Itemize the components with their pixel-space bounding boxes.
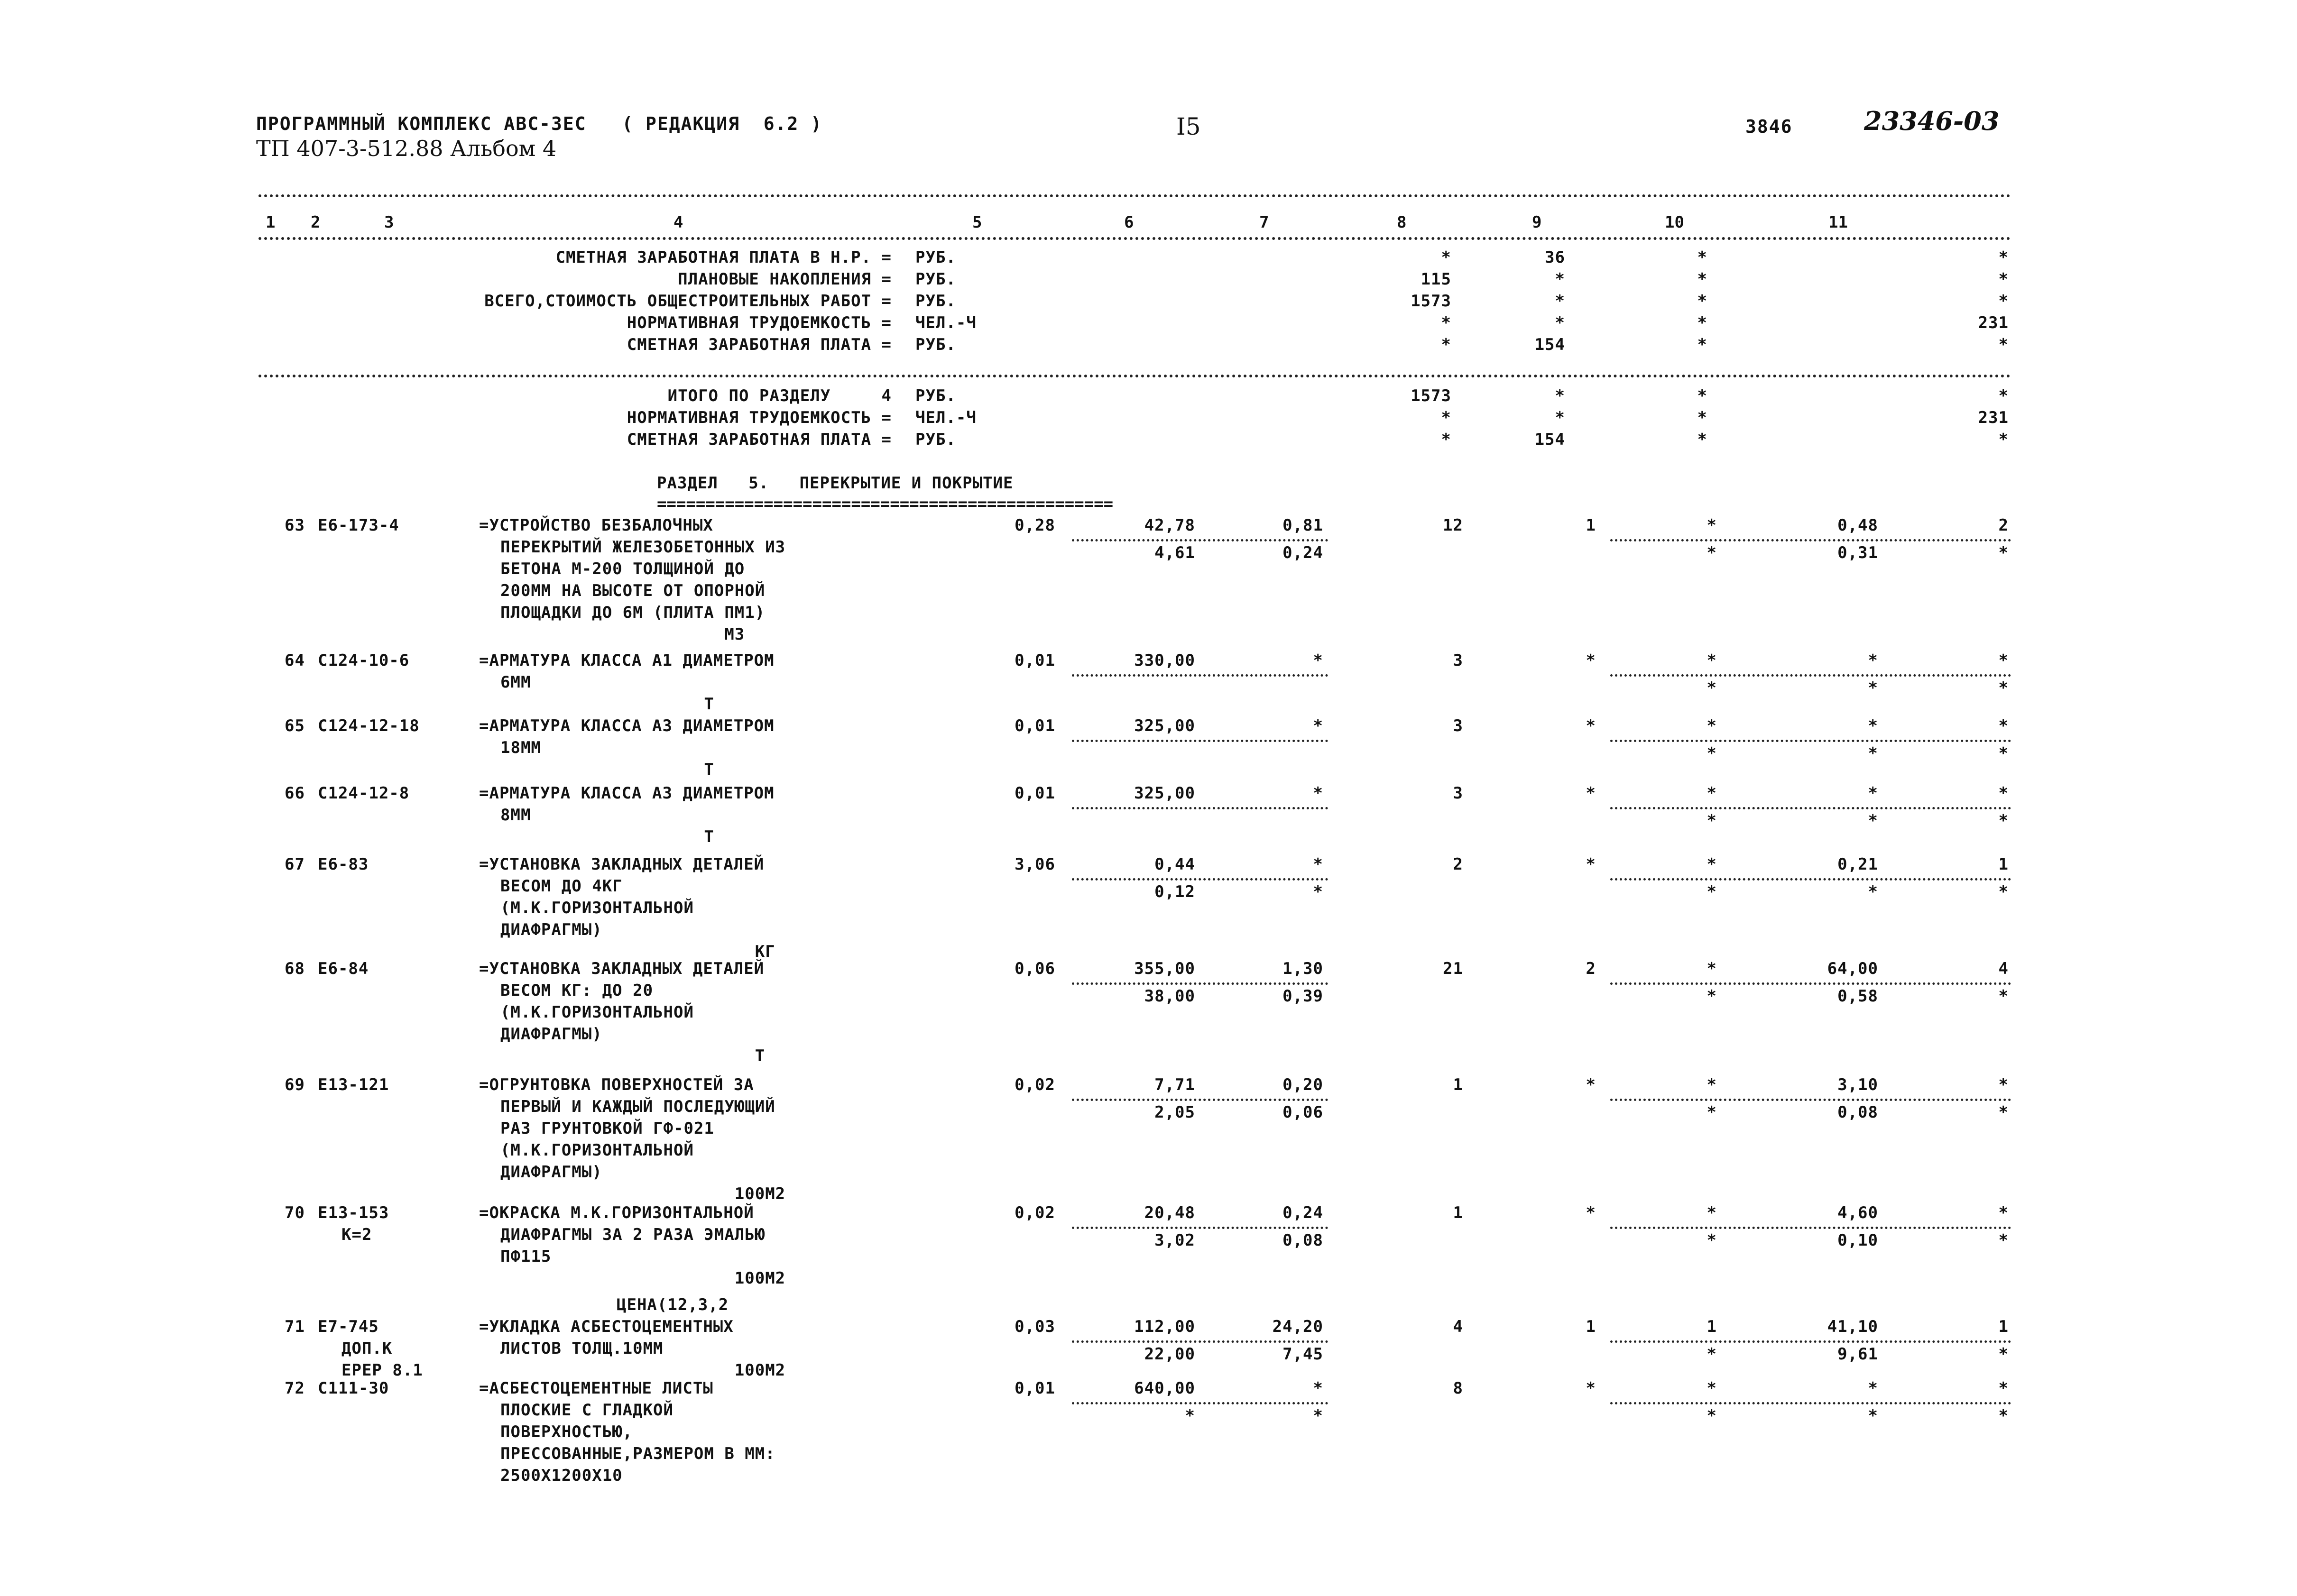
row-col9-bottom: * bbox=[1707, 679, 1717, 697]
row-quantity: 0,02 bbox=[1015, 1075, 1055, 1094]
row-description-line: Т bbox=[500, 760, 714, 779]
summary-col8: 36 bbox=[1545, 248, 1565, 267]
summary-label: СМЕТНАЯ ЗАРАБОТНАЯ ПЛАТА = bbox=[627, 335, 892, 354]
column-number-7: 7 bbox=[1259, 213, 1269, 232]
row-col5-bottom: 3,02 bbox=[1154, 1231, 1195, 1250]
row-col6-bottom: * bbox=[1313, 882, 1323, 901]
summary-unit: ЧЕЛ.-Ч bbox=[915, 313, 977, 332]
row-col5-6-underline bbox=[1072, 1402, 1328, 1404]
row-col9-11-underline bbox=[1610, 1227, 2011, 1229]
row-col10-top: 3,10 bbox=[1837, 1075, 1878, 1094]
row-col9-11-underline bbox=[1610, 674, 2011, 677]
row-code: С124-12-8 bbox=[318, 784, 410, 803]
row-col5-bottom: * bbox=[1185, 1406, 1195, 1425]
row-description-line: Т bbox=[500, 1046, 766, 1065]
row-col10-bottom: 0,08 bbox=[1837, 1103, 1878, 1122]
row-col7: 1 bbox=[1453, 1075, 1463, 1094]
summary-col9: * bbox=[1697, 248, 1707, 267]
row-description-line: ПЛОЩАДКИ ДО 6М (ПЛИТА ПМ1) bbox=[500, 603, 766, 622]
row-price-ref: ЦЕНА(12,3,2 bbox=[617, 1295, 729, 1314]
summary-label: НОРМАТИВНАЯ ТРУДОЕМКОСТЬ = bbox=[627, 313, 892, 332]
row-description-line: ДИАФРАГМЫ) bbox=[500, 920, 602, 939]
row-col8: * bbox=[1586, 716, 1596, 735]
row-description-line: ЛИСТОВ ТОЛЩ.10ММ bbox=[500, 1339, 664, 1358]
row-col5-6-underline bbox=[1072, 1340, 1328, 1343]
row-description-line: КГ bbox=[500, 942, 775, 961]
row-col7: 1 bbox=[1453, 1203, 1463, 1222]
row-col5-top: 42,78 bbox=[1144, 516, 1195, 535]
row-col11-top: 2 bbox=[1998, 516, 2009, 535]
document-code: 3846 bbox=[1745, 116, 1793, 137]
summary-col7: * bbox=[1441, 335, 1451, 354]
row-col5-top: 20,48 bbox=[1144, 1203, 1195, 1222]
summary-col9: * bbox=[1697, 408, 1707, 427]
row-number: 68 bbox=[285, 959, 305, 978]
row-col8: 1 bbox=[1586, 516, 1596, 535]
row-col7: 21 bbox=[1443, 959, 1463, 978]
row-col9-bottom: * bbox=[1707, 882, 1717, 901]
summary-col11: * bbox=[1998, 270, 2009, 289]
row-quantity: 0,01 bbox=[1015, 651, 1055, 670]
row-description-line: ПЕРЕКРЫТИЙ ЖЕЛЕЗОБЕТОННЫХ ИЗ bbox=[500, 538, 786, 557]
row-col11-bottom: * bbox=[1998, 543, 2009, 562]
row-col9-top: * bbox=[1707, 959, 1717, 978]
column-number-10: 10 bbox=[1665, 213, 1684, 232]
row-description-line: Т bbox=[500, 827, 714, 846]
row-col9-bottom: * bbox=[1707, 1103, 1717, 1122]
row-number: 67 bbox=[285, 855, 305, 874]
row-description-line: Т bbox=[500, 695, 714, 714]
row-col9-bottom: * bbox=[1707, 1231, 1717, 1250]
row-number: 65 bbox=[285, 716, 305, 735]
row-col8: * bbox=[1586, 1203, 1596, 1222]
row-number: 63 bbox=[285, 516, 305, 535]
row-col7: 4 bbox=[1453, 1317, 1463, 1336]
row-col8: * bbox=[1586, 855, 1596, 874]
row-description-line: М3 bbox=[500, 625, 745, 644]
column-number-5: 5 bbox=[972, 213, 982, 232]
row-description-line: (М.К.ГОРИЗОНТАЛЬНОЙ bbox=[500, 1141, 694, 1160]
row-col11-bottom: * bbox=[1998, 1406, 2009, 1425]
column-number-3: 3 bbox=[384, 213, 394, 232]
row-description-line: ДИАФРАГМЫ) bbox=[500, 1025, 602, 1044]
row-col5-bottom: 22,00 bbox=[1144, 1345, 1195, 1364]
row-col5-6-underline bbox=[1072, 1227, 1328, 1229]
row-col9-11-underline bbox=[1610, 982, 2011, 985]
row-description-line: 6ММ bbox=[500, 673, 531, 692]
row-description-line: =УСТРОЙСТВО БЕЗБАЛОЧНЫХ bbox=[479, 516, 713, 535]
row-quantity: 0,28 bbox=[1015, 516, 1055, 535]
row-col5-bottom: 2,05 bbox=[1154, 1103, 1195, 1122]
summary-col7: 115 bbox=[1421, 270, 1451, 289]
row-description-line: ДИАФРАГМЫ) bbox=[500, 1163, 602, 1182]
summary-col7: * bbox=[1441, 430, 1451, 449]
row-col5-bottom: 38,00 bbox=[1144, 987, 1195, 1006]
row-col5-top: 0,44 bbox=[1154, 855, 1195, 874]
row-description-line: ДИАФРАГМЫ ЗА 2 РАЗА ЭМАЛЬЮ bbox=[500, 1225, 766, 1244]
row-col9-top: * bbox=[1707, 716, 1717, 735]
row-col7: 3 bbox=[1453, 716, 1463, 735]
row-description-line: 18ММ bbox=[500, 738, 541, 757]
row-col9-top: 1 bbox=[1707, 1317, 1717, 1336]
summary-col7: 1573 bbox=[1411, 386, 1451, 405]
summary-col11: * bbox=[1998, 430, 2009, 449]
section-underline: =============================================== bbox=[657, 495, 1114, 514]
summary-col9: * bbox=[1697, 313, 1707, 332]
row-col5-6-underline bbox=[1072, 878, 1328, 881]
row-number: 72 bbox=[285, 1379, 305, 1398]
row-number: 69 bbox=[285, 1075, 305, 1094]
summary-unit: РУБ. bbox=[915, 292, 956, 311]
row-number: 71 bbox=[285, 1317, 305, 1336]
row-description-line: 100М2 bbox=[500, 1361, 786, 1380]
row-col5-top: 330,00 bbox=[1134, 651, 1195, 670]
summary-col9: * bbox=[1697, 335, 1707, 354]
row-col8: 2 bbox=[1586, 959, 1596, 978]
row-col10-top: 41,10 bbox=[1827, 1317, 1878, 1336]
row-description-line: БЕТОНА М-200 ТОЛЩИНОЙ ДО bbox=[500, 560, 745, 578]
row-col10-top: 4,60 bbox=[1837, 1203, 1878, 1222]
row-col10-bottom: 0,58 bbox=[1837, 987, 1878, 1006]
program-header: ПРОГРАММНЫЙ КОМПЛЕКС АВС-3ЕС ( РЕДАКЦИЯ 6.2 ) bbox=[256, 113, 823, 134]
row-code: Е6-83 bbox=[318, 855, 369, 874]
row-col9-top: * bbox=[1707, 1075, 1717, 1094]
row-description-line: ПФ115 bbox=[500, 1247, 552, 1266]
row-col8: * bbox=[1586, 1379, 1596, 1398]
row-col6-top: 0,81 bbox=[1282, 516, 1323, 535]
row-col8: * bbox=[1586, 651, 1596, 670]
row-col11-top: 1 bbox=[1998, 855, 2009, 874]
row-number: 64 bbox=[285, 651, 305, 670]
summary-col8: * bbox=[1555, 270, 1565, 289]
row-description-line: ПОВЕРХНОСТЬЮ, bbox=[500, 1422, 633, 1441]
row-description-line: =ОГРУНТОВКА ПОВЕРХНОСТЕЙ ЗА bbox=[479, 1075, 754, 1094]
summary-unit: ЧЕЛ.-Ч bbox=[915, 408, 977, 427]
row-col5-top: 325,00 bbox=[1134, 716, 1195, 735]
row-description-line: =ОКРАСКА М.К.ГОРИЗОНТАЛЬНОЙ bbox=[479, 1203, 754, 1222]
row-col9-11-underline bbox=[1610, 740, 2011, 742]
row-col5-top: 112,00 bbox=[1134, 1317, 1195, 1336]
row-col6-top: 0,20 bbox=[1282, 1075, 1323, 1094]
row-col10-bottom: * bbox=[1868, 679, 1878, 697]
row-quantity: 0,03 bbox=[1015, 1317, 1055, 1336]
row-col9-top: * bbox=[1707, 651, 1717, 670]
row-code-extra: К=2 bbox=[341, 1225, 372, 1244]
row-col9-top: * bbox=[1707, 1379, 1717, 1398]
row-col11-bottom: * bbox=[1998, 1103, 2009, 1122]
row-col6-bottom: 7,45 bbox=[1282, 1345, 1323, 1364]
row-col8: * bbox=[1586, 784, 1596, 803]
handwritten-doc-number: 23346-03 bbox=[1864, 106, 2000, 136]
row-col5-top: 7,71 bbox=[1154, 1075, 1195, 1094]
row-description-line: ПРЕССОВАННЫЕ,РАЗМЕРОМ В ММ: bbox=[500, 1444, 775, 1463]
section-title: РАЗДЕЛ 5. ПЕРЕКРЫТИЕ И ПОКРЫТИЕ bbox=[657, 474, 1014, 493]
summary-col11: * bbox=[1998, 386, 2009, 405]
row-description-line: (М.К.ГОРИЗОНТАЛЬНОЙ bbox=[500, 1003, 694, 1022]
row-col5-bottom: 0,12 bbox=[1154, 882, 1195, 901]
page-number: I5 bbox=[1176, 113, 1201, 140]
row-col11-top: * bbox=[1998, 1203, 2009, 1222]
row-col6-top: 24,20 bbox=[1272, 1317, 1323, 1336]
column-number-11: 11 bbox=[1828, 213, 1848, 232]
row-description-line: =АСБЕСТОЦЕМЕНТНЫЕ ЛИСТЫ bbox=[479, 1379, 713, 1398]
row-col6-top: 0,24 bbox=[1282, 1203, 1323, 1222]
summary-col9: * bbox=[1697, 430, 1707, 449]
summary-label: СМЕТНАЯ ЗАРАБОТНАЯ ПЛАТА В Н.Р. = bbox=[555, 248, 892, 267]
row-col9-bottom: * bbox=[1707, 811, 1717, 830]
summary-col11: 231 bbox=[1978, 408, 2009, 427]
summary-col11: * bbox=[1998, 335, 2009, 354]
row-quantity: 0,01 bbox=[1015, 1379, 1055, 1398]
row-quantity: 0,01 bbox=[1015, 784, 1055, 803]
row-col9-bottom: * bbox=[1707, 987, 1717, 1006]
row-code: Е6-173-4 bbox=[318, 516, 399, 535]
summary-col9: * bbox=[1697, 386, 1707, 405]
row-col5-6-underline bbox=[1072, 1099, 1328, 1101]
row-col5-bottom: 4,61 bbox=[1154, 543, 1195, 562]
row-number: 66 bbox=[285, 784, 305, 803]
row-description-line: 100М2 bbox=[500, 1184, 786, 1203]
row-col5-6-underline bbox=[1072, 807, 1328, 809]
header-rule-top bbox=[258, 194, 2011, 197]
row-col6-top: * bbox=[1313, 1379, 1323, 1398]
row-col11-top: * bbox=[1998, 784, 2009, 803]
row-col10-top: 0,48 bbox=[1837, 516, 1878, 535]
row-col6-bottom: 0,06 bbox=[1282, 1103, 1323, 1122]
row-col9-bottom: * bbox=[1707, 1406, 1717, 1425]
row-col10-bottom: * bbox=[1868, 811, 1878, 830]
row-col11-bottom: * bbox=[1998, 882, 2009, 901]
row-description-line: =УСТАНОВКА ЗАКЛАДНЫХ ДЕТАЛЕЙ bbox=[479, 855, 765, 874]
row-description-line: 8ММ bbox=[500, 806, 531, 825]
summary-unit: РУБ. bbox=[915, 386, 956, 405]
row-description-line: =УКЛАДКА АСБЕСТОЦЕМЕНТНЫХ bbox=[479, 1317, 734, 1336]
row-col11-bottom: * bbox=[1998, 1231, 2009, 1250]
row-col7: 3 bbox=[1453, 651, 1463, 670]
row-quantity: 0,01 bbox=[1015, 716, 1055, 735]
row-col9-11-underline bbox=[1610, 539, 2011, 541]
row-code: С124-10-6 bbox=[318, 651, 410, 670]
summary-label: НОРМАТИВНАЯ ТРУДОЕМКОСТЬ = bbox=[627, 408, 892, 427]
row-col7: 2 bbox=[1453, 855, 1463, 874]
row-code-extra: ДОП.К bbox=[341, 1339, 393, 1358]
row-description-line: =АРМАТУРА КЛАССА А1 ДИАМЕТРОМ bbox=[479, 651, 775, 670]
column-number-8: 8 bbox=[1397, 213, 1407, 232]
summary-label: ВСЕГО,СТОИМОСТЬ ОБЩЕСТРОИТЕЛЬНЫХ РАБОТ = bbox=[484, 292, 892, 311]
row-col7: 3 bbox=[1453, 784, 1463, 803]
row-col9-top: * bbox=[1707, 855, 1717, 874]
row-col7: 8 bbox=[1453, 1379, 1463, 1398]
row-col5-top: 325,00 bbox=[1134, 784, 1195, 803]
row-col6-top: * bbox=[1313, 716, 1323, 735]
row-col10-top: 0,21 bbox=[1837, 855, 1878, 874]
row-col10-bottom: * bbox=[1868, 744, 1878, 763]
row-col11-top: 4 bbox=[1998, 959, 2009, 978]
summary-col8: * bbox=[1555, 313, 1565, 332]
row-description-line: =УСТАНОВКА ЗАКЛАДНЫХ ДЕТАЛЕЙ bbox=[479, 959, 765, 978]
row-col6-top: * bbox=[1313, 784, 1323, 803]
summary-col11: * bbox=[1998, 248, 2009, 267]
row-col11-bottom: * bbox=[1998, 987, 2009, 1006]
row-col9-bottom: * bbox=[1707, 1345, 1717, 1364]
row-col10-bottom: 9,61 bbox=[1837, 1345, 1878, 1364]
summary-unit: РУБ. bbox=[915, 335, 956, 354]
row-col6-bottom: 0,08 bbox=[1282, 1231, 1323, 1250]
row-col6-top: * bbox=[1313, 651, 1323, 670]
row-col5-6-underline bbox=[1072, 982, 1328, 985]
row-col10-top: 64,00 bbox=[1827, 959, 1878, 978]
row-code: Е7-745 bbox=[318, 1317, 379, 1336]
row-col5-6-underline bbox=[1072, 740, 1328, 742]
summary-label: ИТОГО ПО РАЗДЕЛУ 4 bbox=[667, 386, 892, 405]
row-col7: 12 bbox=[1443, 516, 1463, 535]
row-col11-bottom: * bbox=[1998, 744, 2009, 763]
row-col11-bottom: * bbox=[1998, 1345, 2009, 1364]
summary-unit: РУБ. bbox=[915, 270, 956, 289]
summary-col8: * bbox=[1555, 408, 1565, 427]
row-col11-top: * bbox=[1998, 651, 2009, 670]
row-description-line: ПЕРВЫЙ И КАЖДЫЙ ПОСЛЕДУЮЩИЙ bbox=[500, 1097, 775, 1116]
row-description-line: ВЕСОМ КГ: ДО 20 bbox=[500, 981, 654, 1000]
row-col9-11-underline bbox=[1610, 1099, 2011, 1101]
summary-col7: * bbox=[1441, 408, 1451, 427]
row-col10-top: * bbox=[1868, 1379, 1878, 1398]
row-description-line: =АРМАТУРА КЛАССА А3 ДИАМЕТРОМ bbox=[479, 784, 775, 803]
row-col6-top: 1,30 bbox=[1282, 959, 1323, 978]
row-col9-top: * bbox=[1707, 784, 1717, 803]
row-description-line: =АРМАТУРА КЛАССА А3 ДИАМЕТРОМ bbox=[479, 716, 775, 735]
column-number-1: 1 bbox=[266, 213, 276, 232]
row-col9-bottom: * bbox=[1707, 543, 1717, 562]
row-col11-top: * bbox=[1998, 1075, 2009, 1094]
row-col6-bottom: 0,24 bbox=[1282, 543, 1323, 562]
row-col9-top: * bbox=[1707, 1203, 1717, 1222]
summary-col8: * bbox=[1555, 292, 1565, 311]
summary-col8: 154 bbox=[1534, 335, 1565, 354]
summary-label: СМЕТНАЯ ЗАРАБОТНАЯ ПЛАТА = bbox=[627, 430, 892, 449]
summary-label: ПЛАНОВЫЕ НАКОПЛЕНИЯ = bbox=[678, 270, 892, 289]
row-description-line: 200ММ НА ВЫСОТЕ ОТ ОПОРНОЙ bbox=[500, 581, 766, 600]
summary-col11: * bbox=[1998, 292, 2009, 311]
row-col10-bottom: 0,10 bbox=[1837, 1231, 1878, 1250]
row-col11-top: * bbox=[1998, 716, 2009, 735]
document-title: ТП 407-3-512.88 Альбом 4 bbox=[256, 136, 557, 161]
column-number-6: 6 bbox=[1124, 213, 1134, 232]
row-col9-11-underline bbox=[1610, 807, 2011, 809]
summary-col7: 1573 bbox=[1411, 292, 1451, 311]
row-col5-top: 355,00 bbox=[1134, 959, 1195, 978]
row-col8: 1 bbox=[1586, 1317, 1596, 1336]
summary-col7: * bbox=[1441, 248, 1451, 267]
row-col10-bottom: * bbox=[1868, 882, 1878, 901]
summary-unit: РУБ. bbox=[915, 248, 956, 267]
summary-separator bbox=[258, 375, 2011, 377]
row-col11-top: 1 bbox=[1998, 1317, 2009, 1336]
row-col10-bottom: 0,31 bbox=[1837, 543, 1878, 562]
header-rule-bottom bbox=[258, 237, 2011, 240]
row-description-line: 2500Х1200Х10 bbox=[500, 1466, 623, 1485]
row-col6-top: * bbox=[1313, 855, 1323, 874]
summary-col8: 154 bbox=[1534, 430, 1565, 449]
row-col9-11-underline bbox=[1610, 878, 2011, 881]
row-col8: * bbox=[1586, 1075, 1596, 1094]
row-col9-11-underline bbox=[1610, 1340, 2011, 1343]
row-col9-top: * bbox=[1707, 516, 1717, 535]
summary-unit: РУБ. bbox=[915, 430, 956, 449]
column-number-4: 4 bbox=[673, 213, 683, 232]
row-description-line: ВЕСОМ ДО 4КГ bbox=[500, 877, 623, 896]
row-code: Е13-121 bbox=[318, 1075, 389, 1094]
row-code: С124-12-18 bbox=[318, 716, 420, 735]
row-quantity: 0,02 bbox=[1015, 1203, 1055, 1222]
row-quantity: 3,06 bbox=[1015, 855, 1055, 874]
row-col11-bottom: * bbox=[1998, 679, 2009, 697]
row-col5-top: 640,00 bbox=[1134, 1379, 1195, 1398]
summary-col7: * bbox=[1441, 313, 1451, 332]
row-col5-6-underline bbox=[1072, 674, 1328, 677]
row-code: Е6-84 bbox=[318, 959, 369, 978]
row-col10-top: * bbox=[1868, 651, 1878, 670]
row-col5-6-underline bbox=[1072, 539, 1328, 541]
column-number-9: 9 bbox=[1532, 213, 1542, 232]
row-code: С111-30 bbox=[318, 1379, 389, 1398]
row-col11-bottom: * bbox=[1998, 811, 2009, 830]
row-col6-bottom: * bbox=[1313, 1406, 1323, 1425]
summary-col9: * bbox=[1697, 292, 1707, 311]
row-quantity: 0,06 bbox=[1015, 959, 1055, 978]
row-col10-top: * bbox=[1868, 716, 1878, 735]
row-number: 70 bbox=[285, 1203, 305, 1222]
row-col11-top: * bbox=[1998, 1379, 2009, 1398]
row-description-line: 100М2 bbox=[500, 1269, 786, 1288]
row-col10-bottom: * bbox=[1868, 1406, 1878, 1425]
summary-col9: * bbox=[1697, 270, 1707, 289]
summary-col8: * bbox=[1555, 386, 1565, 405]
row-col6-bottom: 0,39 bbox=[1282, 987, 1323, 1006]
row-description-line: РАЗ ГРУНТОВКОЙ ГФ-021 bbox=[500, 1119, 714, 1138]
row-description-line: (М.К.ГОРИЗОНТАЛЬНОЙ bbox=[500, 899, 694, 917]
row-description-line: ПЛОСКИЕ С ГЛАДКОЙ bbox=[500, 1401, 673, 1420]
row-col10-top: * bbox=[1868, 784, 1878, 803]
row-code-extra: ЕРЕР 8.1 bbox=[341, 1361, 423, 1380]
row-col9-11-underline bbox=[1610, 1402, 2011, 1404]
column-number-2: 2 bbox=[311, 213, 321, 232]
row-col9-bottom: * bbox=[1707, 744, 1717, 763]
summary-col11: 231 bbox=[1978, 313, 2009, 332]
row-code: Е13-153 bbox=[318, 1203, 389, 1222]
